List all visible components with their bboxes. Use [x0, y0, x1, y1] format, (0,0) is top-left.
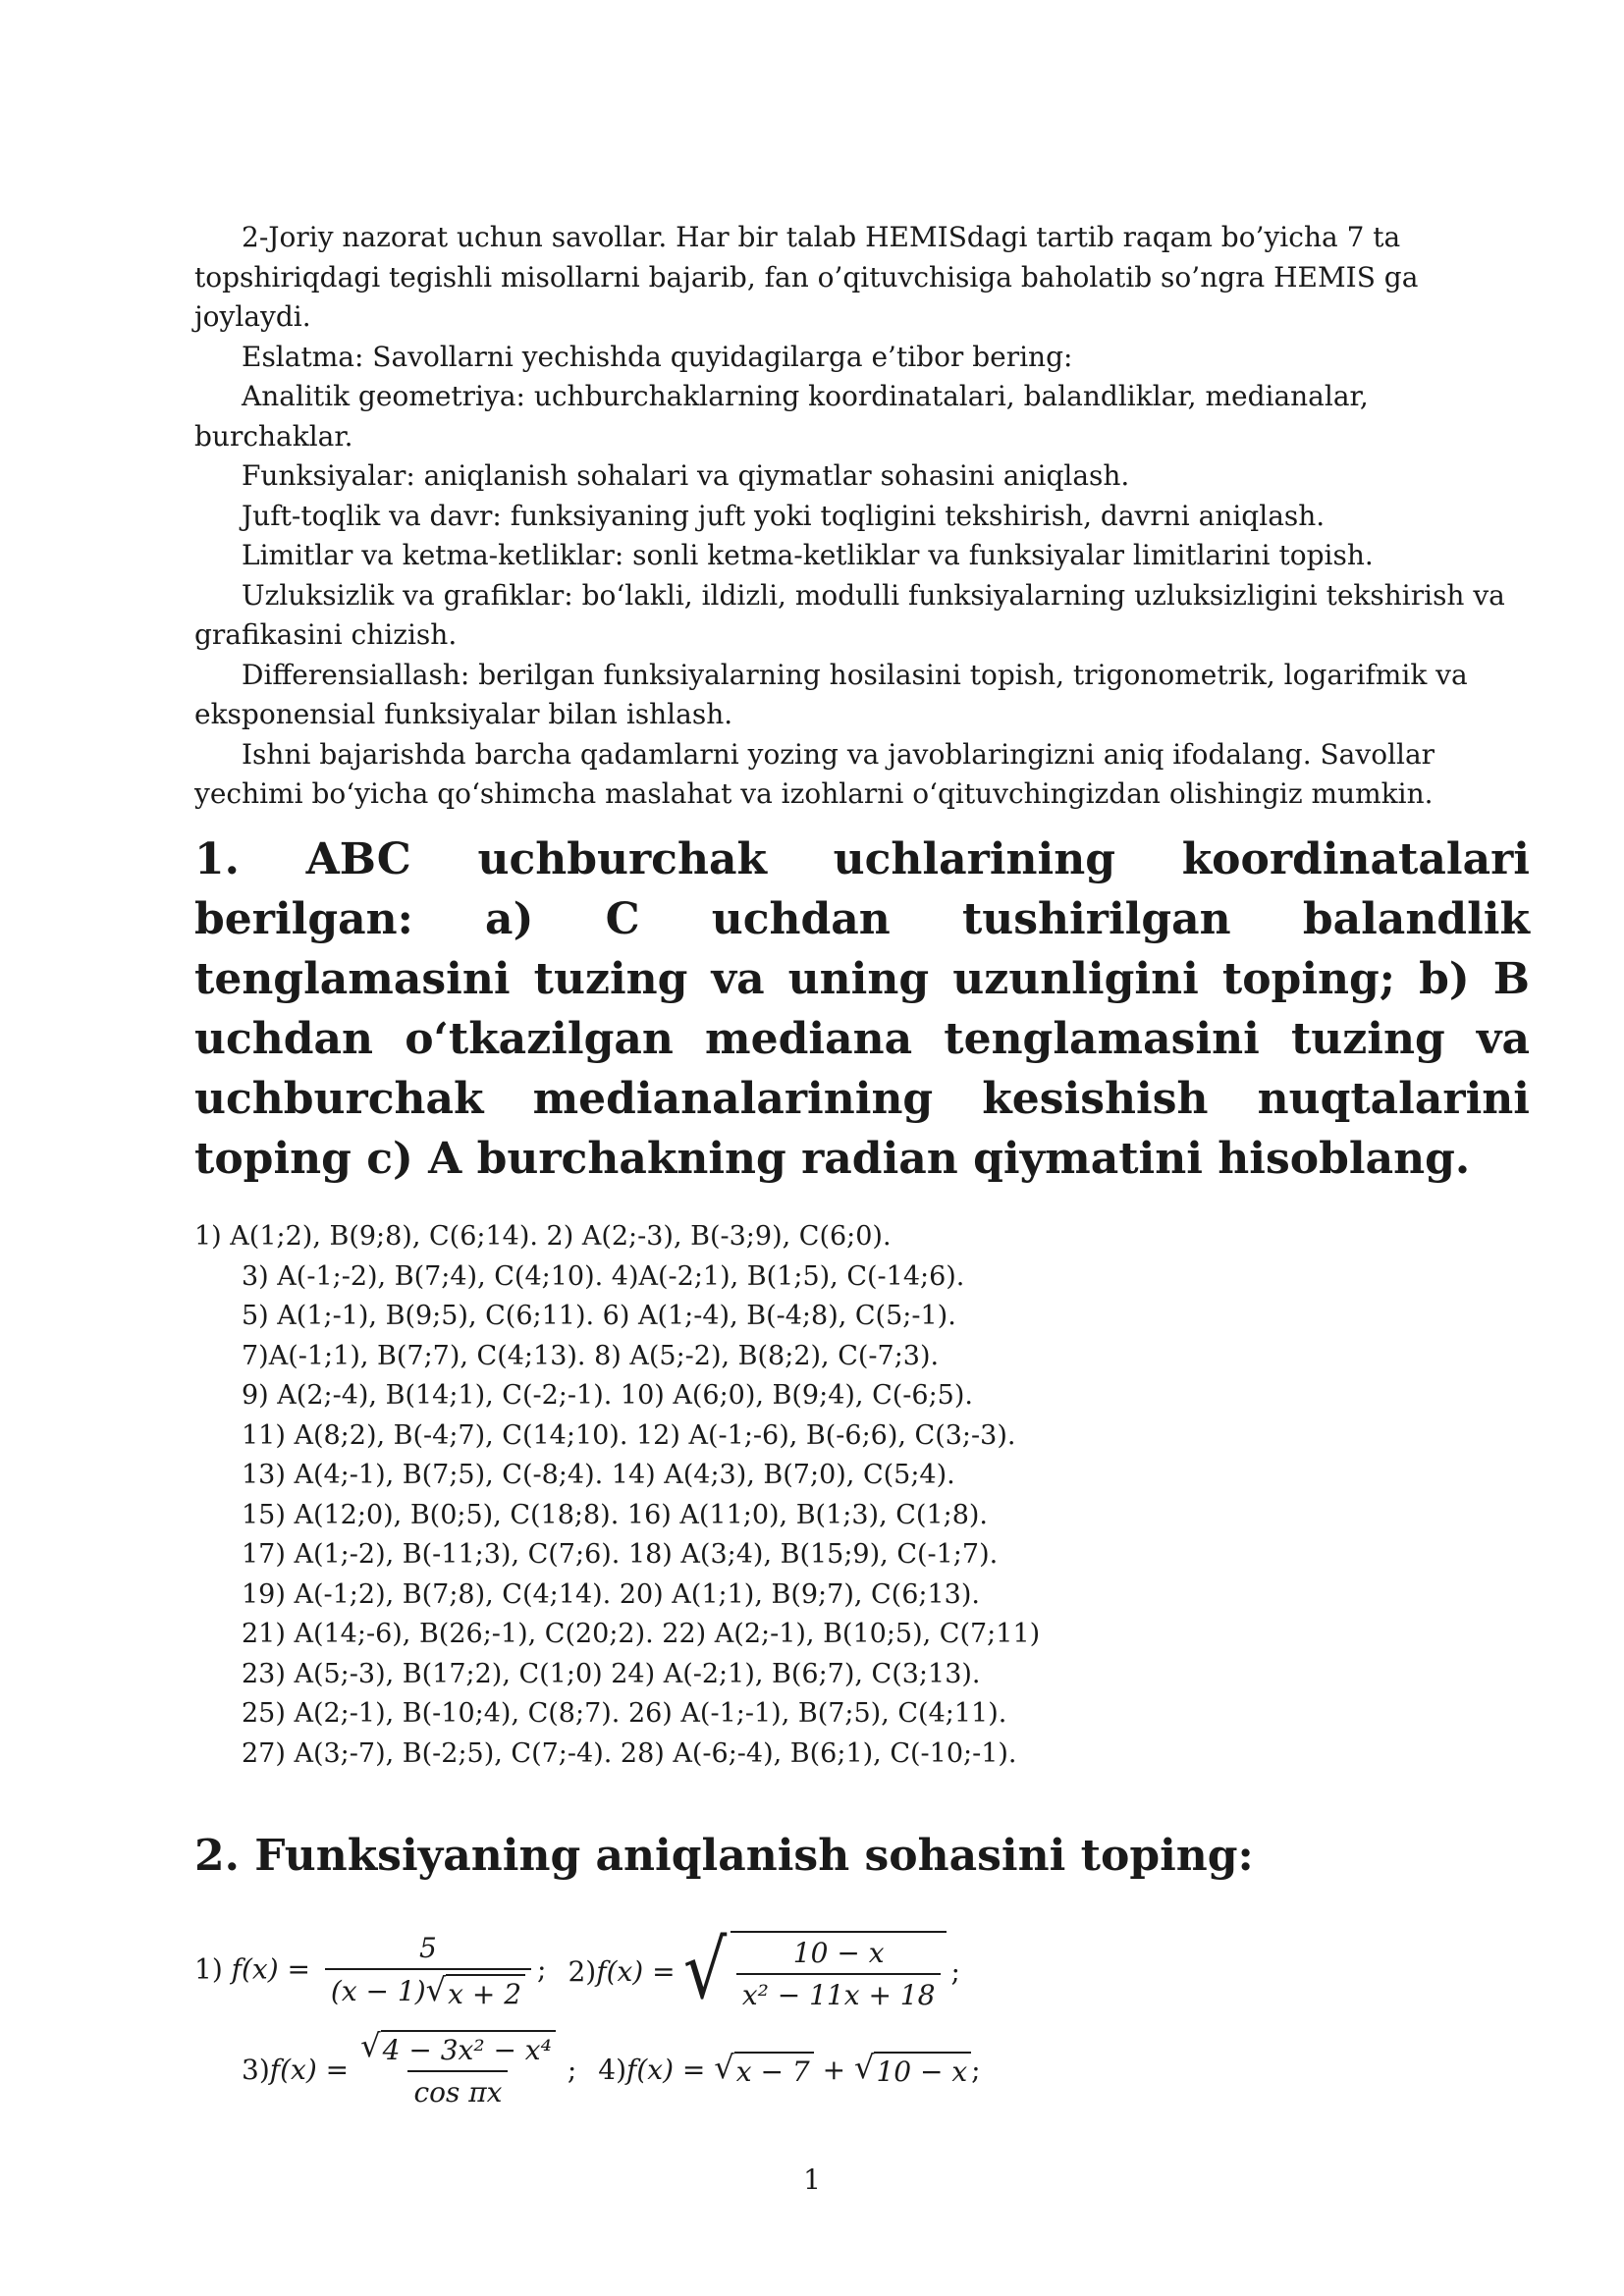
problem-line: 5) A(1;-1), B(9;5), C(6;11). 6) A(1;-4), B(-4;8), C(5;-1).	[242, 1301, 956, 1331]
denominator: x² − 11x + 18	[736, 1973, 942, 2011]
problem-line: 27) A(3;-7), B(-2;5), C(7;-4). 28) A(-6;-4), B(6;1), C(-10;-1).	[242, 1737, 1017, 1769]
formula-row	[194, 1922, 1530, 2020]
radical-icon: √	[853, 2048, 875, 2086]
denominator: cos πx	[407, 2070, 508, 2109]
intro-note: Eslatma: Savollarni yechishda quyidagilarga e’tibor bering:	[242, 340, 1073, 373]
section-1-problem-list	[194, 1217, 1530, 1774]
fraction	[354, 2027, 562, 2109]
problem-line: 17) A(1;-2), B(-11;3), C(7;6). 18) A(3;4), B(15;9), C(-1;7).	[242, 1539, 999, 1570]
formula-lhs: f(x) =	[596, 1954, 676, 1988]
numerator: 5	[419, 1932, 437, 1964]
fraction	[325, 1932, 531, 2010]
formula-3	[242, 2027, 577, 2109]
formula-label: 2)	[568, 1954, 597, 1988]
intro-topic-limits: Limitlar va ketma-ketliklar: sonli ketma-ketliklar va funksiyalar limitlarini topish.	[242, 539, 1374, 571]
problem-line: 9) A(2;-4), B(14;1), C(-2;-1). 10) A(6;0), B(9;4), C(-6;5).	[242, 1380, 973, 1411]
intro-topic-continuity: Uzluksizlik va grafiklar: bo‘lakli, ildizli, modulli funksiyalarning uzluksizligini tekshirish va grafikasini chizish.	[194, 578, 1505, 651]
problem-line: 21) A(14;-6), B(26;-1), C(20;2). 22) A(2;-1), B(10;5), C(7;11)	[242, 1619, 1041, 1649]
formula-lhs: f(x) =	[269, 2053, 350, 2086]
formula-1	[194, 1932, 546, 2010]
radical-icon: √	[425, 1971, 447, 2008]
formula-label: 1)	[194, 1952, 232, 1986]
section-1-title: 1. ABC uchburchak uchlarining koordinatalari berilgan: a) C uchdan tushirilgan balandlik tenglamasini tuzing va uning uzunligini toping; b) B uchdan o‘tkazilgan mediana tenglamasini tuzing va uchburchak medianalarining kesishish nuqtalarini toping c) A burchakning radian qiymatini hisoblang.	[194, 834, 1530, 1184]
problem-line: 25) A(2;-1), B(-10;4), C(8;7). 26) A(-1;-1), B(7;5), C(4;11).	[242, 1698, 1007, 1729]
formula-end: ;	[971, 2053, 981, 2086]
radicand: x + 2	[446, 1974, 525, 2010]
formula-4	[598, 2048, 981, 2088]
formula-end: ;	[537, 1952, 547, 1986]
intro-topic-differentiation: Differensiallash: berilgan funksiyalarning hosilasini topish, trigonometrik, logarifmik va eksponensial funksiyalar bilan ishlash.	[194, 658, 1468, 730]
radicand: 4 − 3x² − x⁴	[381, 2030, 556, 2066]
problem-line: 19) A(-1;2), B(7;8), C(4;14). 20) A(1;1), B(9;7), C(6;13).	[242, 1578, 980, 1610]
formula-label: 4)	[598, 2053, 627, 2086]
intro-closing: Ishni bajarishda barcha qadamlarni yozing va javoblaringizni aniq ifodalang. Savollar yechimi bo‘yicha qo‘shimcha maslahat va izohlarni o‘qituvchingizdan olishingiz mumkin.	[194, 737, 1435, 810]
plus-sign: +	[813, 2053, 854, 2086]
intro-topic-geometry: Analitik geometriya: uchburchaklarning koordinatalari, balandliklar, medianalar, burchaklar.	[194, 380, 1369, 453]
denominator-factor: (x − 1)	[330, 1975, 426, 2007]
sqrt	[853, 2048, 971, 2088]
page-number: 1	[803, 2163, 821, 2196]
formula-lhs: f(x) =	[231, 1952, 319, 1986]
formula-row	[194, 2020, 1530, 2118]
formula-2	[568, 1924, 960, 2017]
problem-line: 15) A(12;0), B(0;5), C(18;8). 16) A(11;0), B(1;3), C(1;8).	[242, 1499, 989, 1530]
radical-icon: √	[682, 1924, 727, 2017]
section-2-formulas	[194, 1922, 1530, 2118]
radical-icon: √	[714, 2048, 734, 2086]
formula-end: ;	[567, 2053, 577, 2086]
intro-text	[194, 218, 1530, 815]
sqrt	[360, 2027, 556, 2066]
problem-line: 13) A(4;-1), B(7;5), C(-8;4). 14) A(4;3), B(7;0), C(5;4).	[242, 1460, 955, 1490]
sqrt	[425, 1971, 525, 2010]
problem-line: 1) A(1;2), B(9;8), C(6;14). 2) A(2;-3), B(-3;9), C(6;0).	[194, 1221, 892, 1252]
problem-line: 23) A(5;-3), B(17;2), C(1;0) 24) A(-2;1), B(6;7), C(3;13).	[242, 1658, 981, 1689]
radicand: 10 − x	[874, 2052, 971, 2088]
section-2-title: 2. Funksiyaning aniqlanish sohasini toping:	[194, 1831, 1254, 1881]
sqrt	[679, 1924, 947, 2017]
problem-line: 3) A(-1;-2), B(7;4), C(4;10). 4)A(-2;1), B(1;5), C(-14;6).	[242, 1260, 965, 1292]
intro-topic-functions: Funksiyalar: aniqlanish sohalari va qiymatlar sohasini aniqlash.	[242, 459, 1130, 492]
numerator	[354, 2027, 562, 2070]
problem-line: 11) A(8;2), B(-4;7), C(14;10). 12) A(-1;-6), B(-6;6), C(3;-3).	[242, 1419, 1016, 1451]
formula-label: 3)	[242, 2053, 270, 2086]
radical-icon: √	[360, 2027, 381, 2064]
numerator: 10 − x	[792, 1937, 885, 1969]
denominator	[325, 1968, 531, 2010]
problem-line: 7)A(-1;1), B(7;7), C(4;13). 8) A(5;-2), B(8;2), C(-7;3).	[242, 1340, 940, 1371]
radicand: x − 7	[734, 2052, 814, 2088]
intro-paragraph: 2-Joriy nazorat uchun savollar. Har bir talab HEMISdagi tartib raqam bo’yicha 7 ta topshiriqdagi tegishli misollarni bajarib, fan o’qituvchisiga baholatib so’ngra HEMIS ga joylaydi.	[194, 221, 1419, 333]
formula-end: ;	[950, 1954, 960, 1988]
intro-topic-parity: Juft-toqlik va davr: funksiyaning juft yoki toqligini tekshirish, davrni aniqlash.	[242, 499, 1326, 532]
formula-lhs: f(x) =	[626, 2053, 715, 2086]
fraction	[736, 1937, 942, 2011]
sqrt	[714, 2048, 813, 2088]
